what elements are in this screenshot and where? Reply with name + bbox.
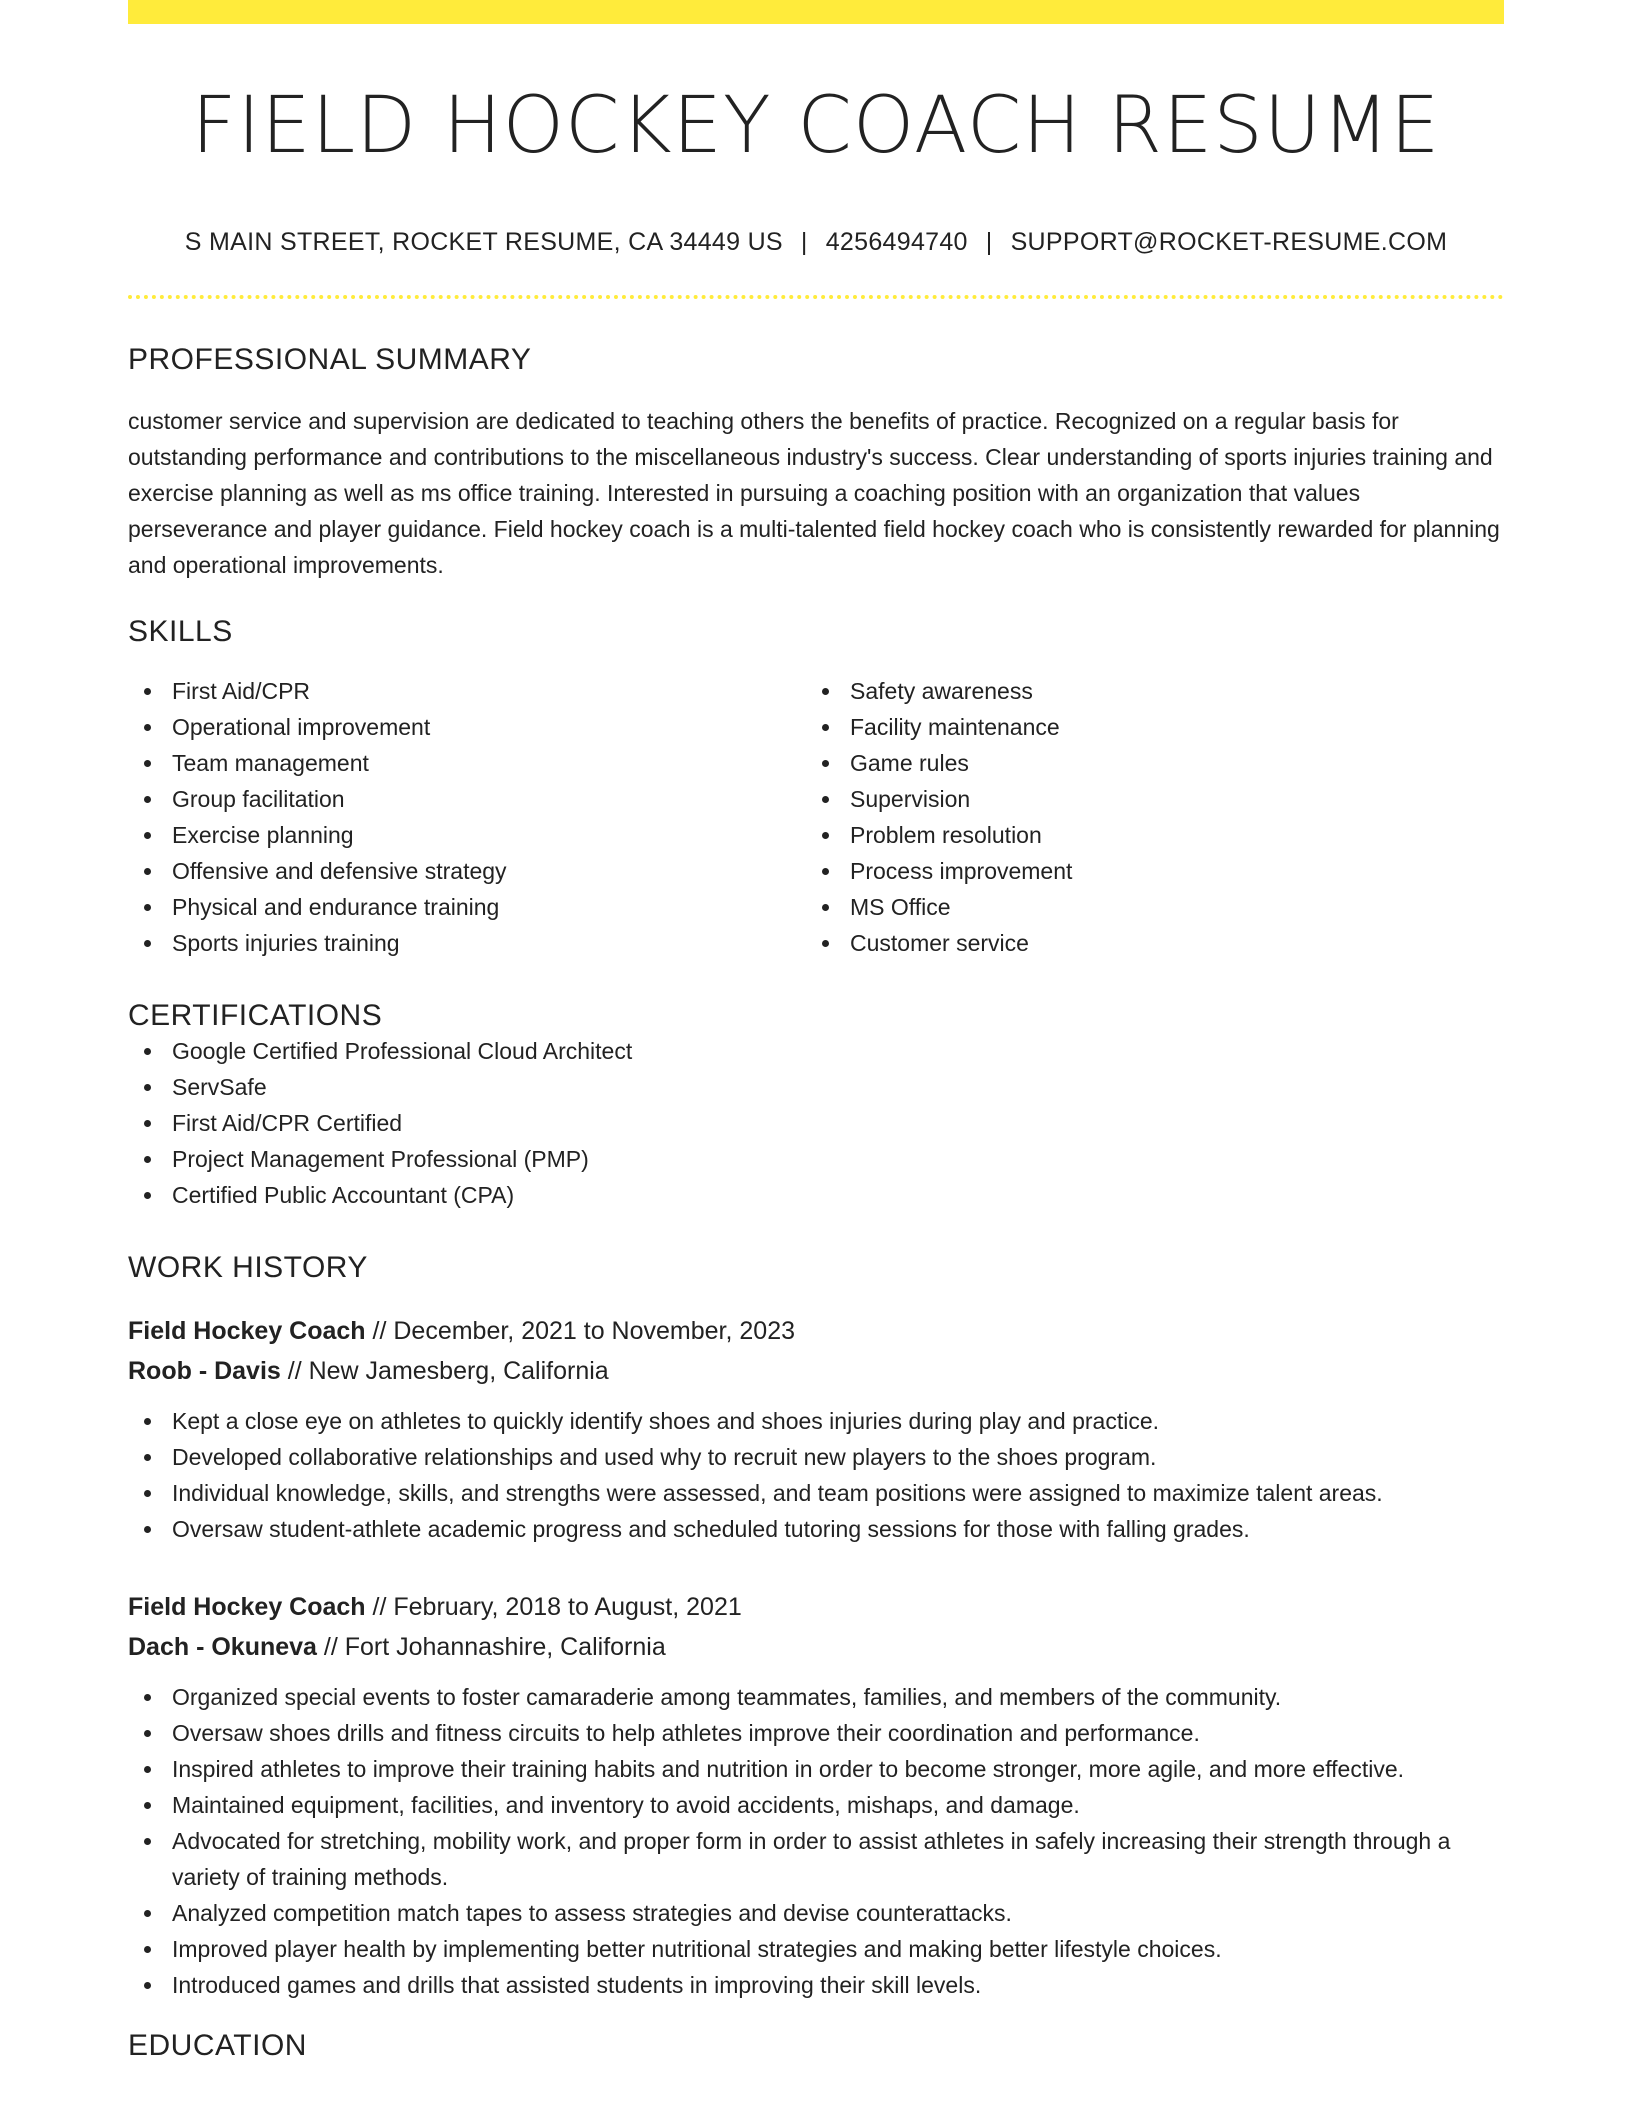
skills-columns bbox=[128, 673, 1504, 961]
skill-item: Game rules bbox=[806, 745, 1484, 781]
certification-item: Certified Public Accountant (CPA) bbox=[128, 1177, 1504, 1213]
resume-title: FIELD HOCKEY COACH RESUME bbox=[191, 81, 1441, 171]
job-duty-item: Introduced games and drills that assisted students in improving their skill levels. bbox=[128, 1967, 1504, 2003]
skill-item: Exercise planning bbox=[128, 817, 806, 853]
skill-item: Facility maintenance bbox=[806, 709, 1484, 745]
certification-item: First Aid/CPR Certified bbox=[128, 1105, 1504, 1141]
job-company-line bbox=[128, 1351, 1504, 1391]
contact-email: SUPPORT@ROCKET-RESUME.COM bbox=[1010, 227, 1448, 256]
skill-item: MS Office bbox=[806, 889, 1484, 925]
certifications-list bbox=[128, 1033, 1504, 1213]
job-duty-item: Improved player health by implementing better nutritional strategies and making better lifestyle choices. bbox=[128, 1931, 1504, 1967]
job-title-line bbox=[128, 1587, 1504, 1627]
skill-item: Sports injuries training bbox=[128, 925, 806, 961]
certification-item: Google Certified Professional Cloud Architect bbox=[128, 1033, 1504, 1069]
job-location: // Fort Johannashire, California bbox=[316, 1632, 666, 1661]
job-title-line bbox=[128, 1311, 1504, 1351]
job-duty-item: Oversaw student-athlete academic progress and scheduled tutoring sessions for those with falling grades. bbox=[128, 1511, 1504, 1547]
work-history-heading: WORK HISTORY bbox=[128, 1250, 368, 1284]
job-duties-list bbox=[128, 1679, 1504, 2003]
contact-separator: | bbox=[800, 227, 808, 256]
skill-item: Physical and endurance training bbox=[128, 889, 806, 925]
skill-item: Group facilitation bbox=[128, 781, 806, 817]
skills-list-left bbox=[128, 673, 806, 961]
skills-list-right bbox=[806, 673, 1484, 961]
header-divider bbox=[128, 295, 1504, 299]
job-duty-item: Kept a close eye on athletes to quickly identify shoes and shoes injuries during play and practice. bbox=[128, 1403, 1504, 1439]
skill-item: First Aid/CPR bbox=[128, 673, 806, 709]
job-duty-item: Maintained equipment, facilities, and inventory to avoid accidents, mishaps, and damage. bbox=[128, 1787, 1504, 1823]
job-company: Dach - Okuneva bbox=[128, 1632, 317, 1661]
contact-address: S MAIN STREET, ROCKET RESUME, CA 34449 US bbox=[184, 227, 783, 256]
skill-item: Offensive and defensive strategy bbox=[128, 853, 806, 889]
skill-item: Problem resolution bbox=[806, 817, 1484, 853]
job-dates: // December, 2021 to November, 2023 bbox=[365, 1316, 795, 1345]
job-title: Field Hockey Coach bbox=[128, 1316, 366, 1345]
education-heading: EDUCATION bbox=[128, 2028, 307, 2062]
job-company: Roob - Davis bbox=[128, 1356, 281, 1385]
skill-item: Team management bbox=[128, 745, 806, 781]
contact-phone: 4256494740 bbox=[825, 227, 968, 256]
job-duties-list bbox=[128, 1403, 1504, 1547]
job-duty-item: Organized special events to foster camaraderie among teammates, families, and members of the community. bbox=[128, 1679, 1504, 1715]
job-duty-item: Oversaw shoes drills and fitness circuits to help athletes improve their coordination and performance. bbox=[128, 1715, 1504, 1751]
certification-item: Project Management Professional (PMP) bbox=[128, 1141, 1504, 1177]
job-location: // New Jamesberg, California bbox=[280, 1356, 609, 1385]
skill-item: Supervision bbox=[806, 781, 1484, 817]
job-duty-item: Individual knowledge, skills, and strengths were assessed, and team positions were assigned to maximize talent areas. bbox=[128, 1475, 1504, 1511]
resume-page bbox=[128, 0, 1504, 2063]
skill-item: Safety awareness bbox=[806, 673, 1484, 709]
skills-heading: SKILLS bbox=[128, 614, 233, 648]
job-duty-item: Developed collaborative relationships and used why to recruit new players to the shoes program. bbox=[128, 1439, 1504, 1475]
summary-heading: PROFESSIONAL SUMMARY bbox=[128, 342, 532, 376]
contact-separator: | bbox=[985, 227, 993, 256]
skill-item: Operational improvement bbox=[128, 709, 806, 745]
job-duty-item: Advocated for stretching, mobility work, and proper form in order to assist athletes in safely increasing their strength through a variety of training methods. bbox=[128, 1823, 1504, 1895]
job-dates: // February, 2018 to August, 2021 bbox=[365, 1592, 742, 1621]
job-entry bbox=[128, 1311, 1504, 1547]
skill-item: Process improvement bbox=[806, 853, 1484, 889]
accent-top-bar bbox=[128, 0, 1504, 24]
certifications-heading: CERTIFICATIONS bbox=[128, 998, 383, 1032]
skills-column-right bbox=[806, 673, 1484, 961]
summary-text: customer service and supervision are dedicated to teaching others the benefits of practice. Recognized on a regular basis for outstanding performance and contributions to the miscellaneous industry's success. Clear understanding of sports injuries training and exercise planning as well as ms office training. Interested in pursuing a coaching position with an organization that values perseverance and player guidance. Field hockey coach is a multi-talented field hockey coach who is consistently rewarded for planning and operational improvements. bbox=[128, 407, 1500, 578]
skills-column-left bbox=[128, 673, 806, 961]
certification-item: ServSafe bbox=[128, 1069, 1504, 1105]
contact-line bbox=[128, 228, 1504, 257]
skill-item: Customer service bbox=[806, 925, 1484, 961]
job-duty-item: Analyzed competition match tapes to assess strategies and devise counterattacks. bbox=[128, 1895, 1504, 1931]
job-duty-item: Inspired athletes to improve their training habits and nutrition in order to become stronger, more agile, and more effective. bbox=[128, 1751, 1504, 1787]
job-title: Field Hockey Coach bbox=[128, 1592, 366, 1621]
job-entry bbox=[128, 1587, 1504, 2003]
job-company-line bbox=[128, 1627, 1504, 1667]
